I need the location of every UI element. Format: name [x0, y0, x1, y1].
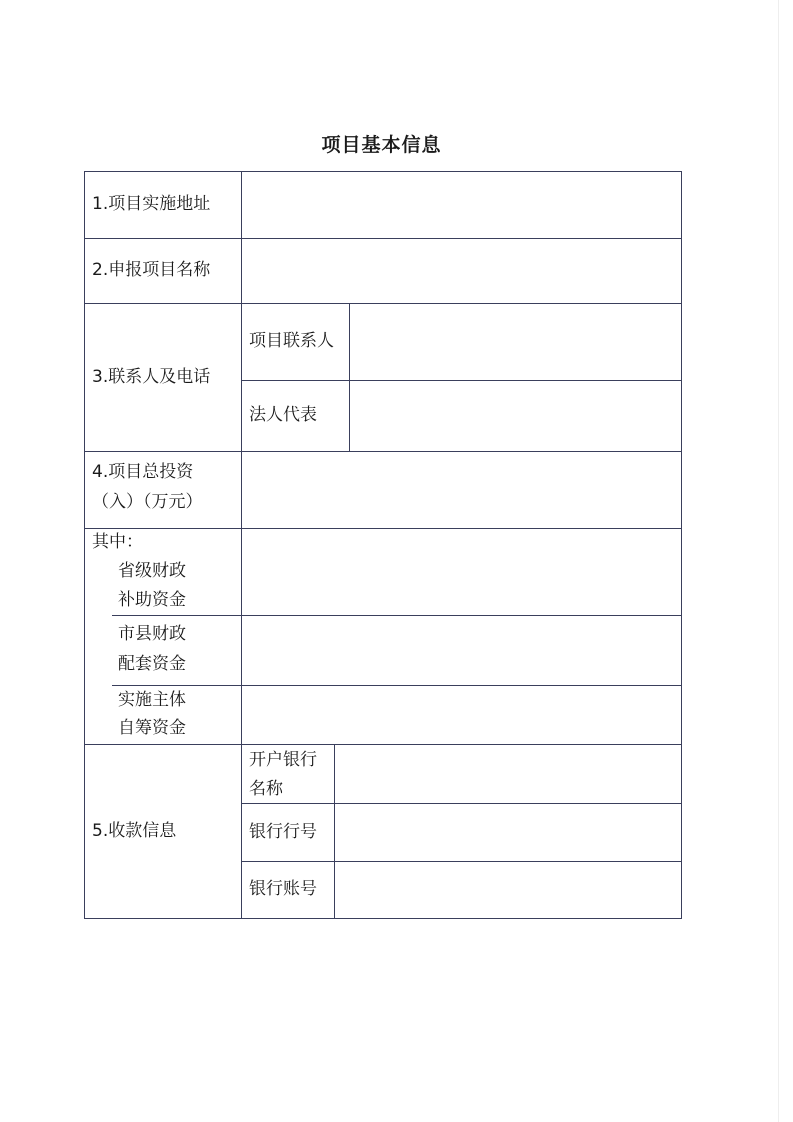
self-funding-label-line2: 自筹资金 — [118, 718, 186, 738]
bank-account-label: 银行账号 — [249, 879, 317, 899]
contact-label: 3.联系人及电话 — [92, 366, 211, 387]
of-which-label: 其中： — [92, 532, 143, 552]
table-border-right — [681, 171, 682, 919]
info-table — [84, 171, 682, 919]
bank-code-label: 银行行号 — [249, 821, 317, 842]
county-label-line2: 配套资金 — [118, 654, 186, 674]
bank-name-field[interactable] — [335, 745, 681, 803]
provincial-field[interactable] — [242, 529, 681, 615]
table-border-left — [84, 171, 85, 919]
bank-name-label-line1: 开户银行 — [249, 750, 317, 770]
project-name-label: 2.申报项目名称 — [92, 260, 211, 280]
page-title: 项目基本信息 — [321, 134, 442, 156]
legal-rep-label: 法人代表 — [249, 405, 317, 425]
address-field[interactable] — [242, 172, 681, 238]
project-name-field[interactable] — [242, 239, 681, 303]
investment-label-line2: （入）（万元） — [92, 492, 203, 512]
legal-rep-field[interactable] — [350, 381, 681, 451]
contact-person-label: 项目联系人 — [249, 331, 334, 351]
contact-person-field[interactable] — [350, 304, 681, 380]
county-field[interactable] — [242, 616, 681, 685]
investment-label-line1: 4.项目总投资 — [92, 462, 194, 482]
self-funding-label-line1: 实施主体 — [118, 690, 186, 710]
bank-code-field[interactable] — [335, 804, 681, 861]
investment-field[interactable] — [242, 452, 681, 528]
payment-label: 5.收款信息 — [92, 821, 177, 841]
self-funding-field[interactable] — [242, 686, 681, 744]
provincial-label-line2: 补助资金 — [118, 590, 186, 610]
address-label: 1.项目实施地址 — [92, 194, 211, 214]
provincial-label-line1: 省级财政 — [118, 561, 186, 581]
bank-account-field[interactable] — [335, 862, 681, 918]
bank-name-label-line2: 名称 — [249, 779, 283, 799]
page-edge — [778, 0, 779, 1122]
county-label-line1: 市县财政 — [118, 624, 186, 644]
